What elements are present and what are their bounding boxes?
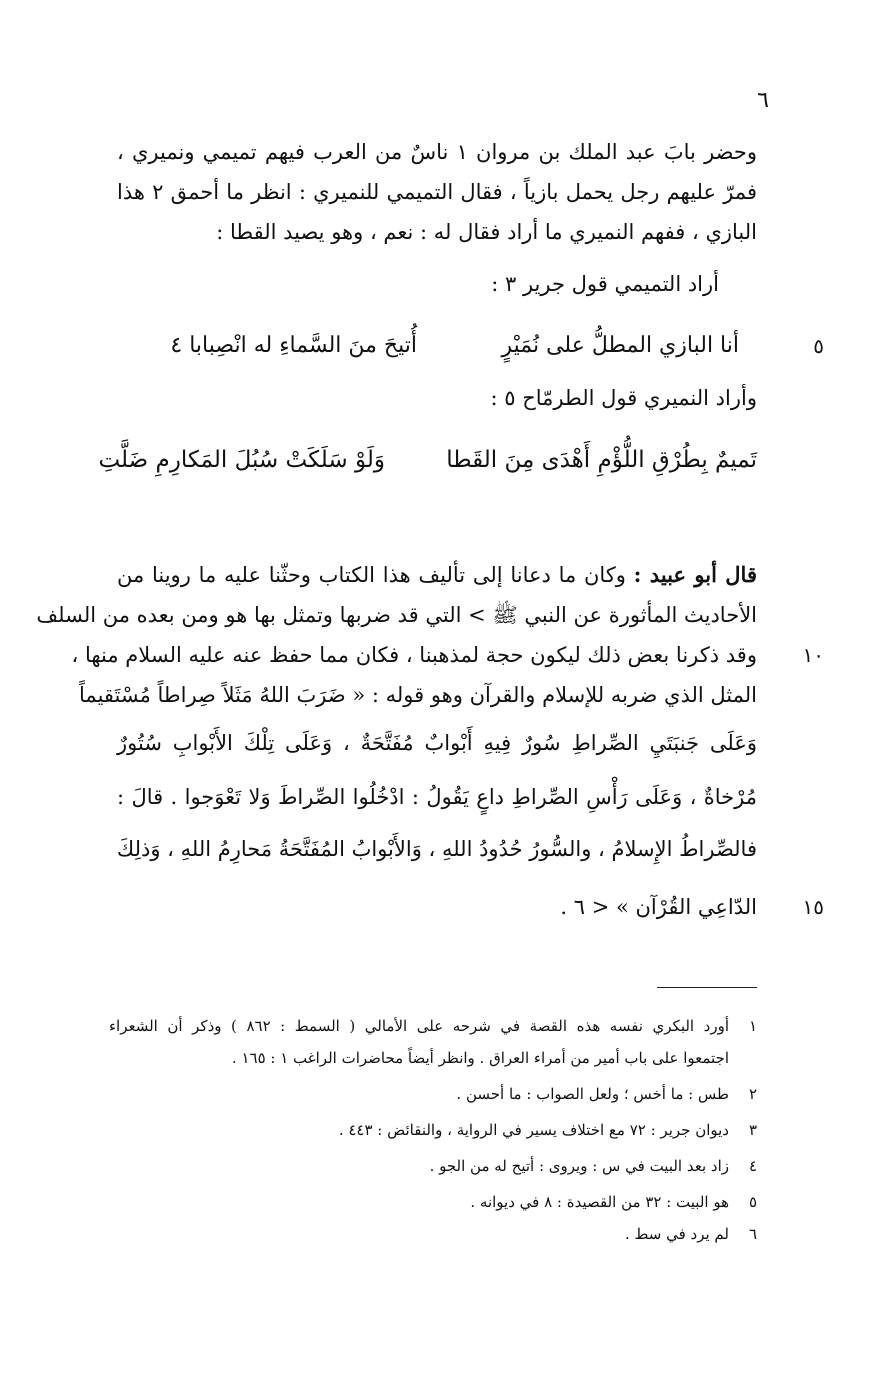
footnote-number: ٣ (748, 1121, 757, 1139)
paragraph2-line-7: فالصِّراطُ الإِسلامُ ، والسُّورُ حُدُودُ اللهِ ، وَالأَبْوابُ المُفَتَّحَةُ مَحارِمُ اللهِ ، وَذلِكَ (116, 837, 757, 861)
line-marker-10: ١٠ (802, 643, 824, 667)
paragraph1-line-3: البازي ، ففهم النميري ما أراد فقال له : نعم ، وهو يصيد القطا : (216, 220, 757, 244)
page-number: ٦ (757, 88, 769, 113)
paragraph2-line-2: الأحاديث المأثورة عن النبي ﷺ > التي قد ضربها وتمثل بها هو ومن بعده من السلف (36, 603, 757, 627)
intro-tirimmah: وأراد النميري قول الطرمّاح ٥ : (490, 386, 757, 410)
line-marker-15: ١٥ (802, 895, 824, 919)
footnote-3: ديوان جرير : ٧٢ مع اختلاف يسير في الرواية ، والنقائض : ٤٤٣ . (338, 1121, 729, 1139)
paragraph1-line-2: فمرّ عليهم رجل يحمل بازياً ، فقال التميمي للنميري : انظر ما أحمق ٢ هذا (117, 180, 758, 204)
footnote-2: طس : ما أخس ؛ ولعل الصواب : ما أحسن . (456, 1085, 729, 1103)
paragraph2-line-1-text: وكان ما دعانا إلى تأليف هذا الكتاب وحثّنا عليه ما روينا من (117, 563, 626, 587)
footnote-1-line-1: أورد البكري نفسه هذه القصة في شرحه على الأمالي ( السمط : ٨٦٢ ) وذكر أن الشعراء (109, 1017, 729, 1035)
verse-tirimmah-second-hemistich: وَلَوْ سَلَكَتْ سُبُلَ المَكارِمِ ضَلَّتِ (98, 447, 385, 473)
footnote-1-line-2: اجتمعوا على باب أمير من أمراء العراق . وانظر أيضاً محاضرات الراغب ١ : ١٦٥ . (231, 1049, 729, 1067)
paragraph2-lead: قال أبو عبيد : (633, 562, 757, 587)
footnote-4: زاد بعد البيت في س : ويروى : أتيح له من الجو . (429, 1157, 729, 1175)
intro-jarir: أراد التميمي قول جرير ٣ : (491, 272, 719, 296)
footnote-number: ٦ (748, 1225, 757, 1243)
paragraph2-line-3: وقد ذكرنا بعض ذلك ليكون حجة لمذهبنا ، فكان مما حفظ عنه عليه السلام منها ، (71, 643, 757, 667)
footnote-number: ١ (748, 1017, 757, 1035)
verse-jarir-second-hemistich: أُتيحَ منَ السَّماءِ له انْصِبابا ٤ (170, 333, 417, 358)
verse-tirimmah-first-hemistich: تَميمٌ بِطُرْقِ اللُّؤْمِ أَهْدَى مِنَ القَطا (446, 447, 757, 473)
paragraph2-line-5: وَعَلَى جَنبَتَيِ الصِّراطِ سُورٌ فِيهِ أَبْوابٌ مُفَتَّحَةٌ ، وَعَلَى تِلْكَ الأَبْوابِ سُتُورٌ (117, 731, 757, 755)
footnote-5: هو البيت : ٣٢ من القصيدة : ٨ في ديوانه . (470, 1193, 729, 1211)
footnote-6: لم يرد في سط . (624, 1225, 729, 1243)
paragraph2-line-8: الدّاعِي القُرْآن » < ٦ . (560, 895, 757, 919)
footnote-separator (657, 987, 757, 988)
footnote-number: ٥ (748, 1193, 757, 1211)
line-marker-5: ٥ (813, 334, 824, 358)
paragraph2-line-4: المثل الذي ضربه للإسلام والقرآن وهو قوله : « ضَرَبَ اللهُ مَثَلاً صِراطاً مُسْتَقيماً (79, 683, 757, 707)
verse-jarir-first-hemistich: أنا البازي المطلُّ على نُمَيْرٍ (501, 333, 739, 358)
footnote-number: ٤ (748, 1157, 757, 1175)
footnote-number: ٢ (748, 1085, 757, 1103)
paragraph2-line-6: مُرْخاةٌ ، وَعَلَى رَأْسِ الصِّراطِ داعٍ يَقُولُ : ادْخُلُوا الصِّراطَ وَلا تَعْوَجوا . قالَ : (117, 785, 757, 809)
paragraph1-line-1: وحضر بابَ عبد الملك بن مروان ١ ناسٌ من العرب فيهم تميمي ونميري ، (117, 140, 758, 164)
paragraph2-line-1 (117, 555, 757, 595)
